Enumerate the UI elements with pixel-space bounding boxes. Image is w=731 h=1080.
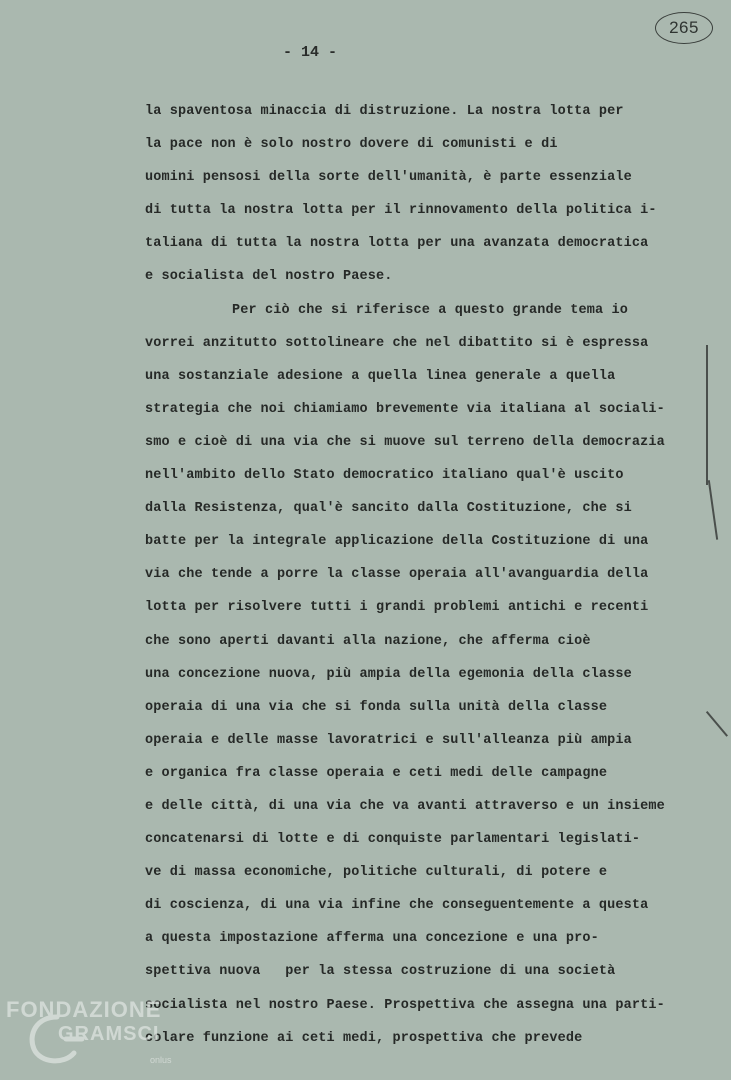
text-line: operaia e delle masse lavoratrici e sull'alleanza più ampia: [145, 732, 632, 748]
text-line: Per ciò che si riferisce a questo grande tema io: [232, 302, 629, 318]
text-line: concatenarsi di lotte e di conquiste parlamentari legislati-: [145, 832, 641, 848]
text-line: colare funzione ai ceti medi, prospettiva che prevede: [145, 1030, 583, 1046]
page-number: - 14 -: [282, 44, 337, 61]
text-line: e delle città, di una via che va avanti attraverso e un insieme: [145, 798, 665, 814]
text-line: a questa impostazione afferma una concezione e una pro-: [145, 931, 599, 947]
text-line: di tutta la nostra lotta per il rinnovamento della politica i-: [145, 203, 657, 219]
text-line: operaia di una via che si fonda sulla unità della classe: [145, 699, 608, 715]
text-line: vorrei anzitutto sottolineare che nel dibattito si è espressa: [145, 335, 649, 351]
text-line: una concezione nuova, più ampia della egemonia della classe: [145, 666, 632, 682]
text-line: la pace non è solo nostro dovere di comunisti e di: [145, 137, 558, 153]
watermark-title: FONDAZIONE: [6, 997, 162, 1022]
archive-number-stamp: 265: [655, 12, 713, 44]
text-line: e organica fra classe operaia e ceti medi delle campagne: [145, 765, 608, 781]
typewritten-body: [145, 101, 720, 1061]
text-line: batte per la integrale applicazione della Costituzione di una: [145, 534, 649, 550]
text-line: uomini pensosi della sorte dell'umanità, è parte essenziale: [145, 170, 632, 186]
watermark-subtitle: GRAMSCI: [58, 1023, 160, 1045]
text-line: la spaventosa minaccia di distruzione. La nostra lotta per: [145, 104, 624, 119]
text-line: e socialista del nostro Paese.: [145, 269, 393, 285]
text-line: spettiva nuova per la stessa costruzione di una società: [145, 964, 616, 980]
text-line: dalla Resistenza, qual'è sancito dalla Costituzione, che si: [145, 501, 632, 517]
text-line: ve di massa economiche, politiche culturali, di potere e: [145, 865, 608, 881]
text-line: strategia che noi chiamiamo brevemente via italiana al sociali-: [145, 401, 665, 417]
text-line: una sostanziale adesione a quella linea generale a quella: [145, 368, 616, 384]
text-line: taliana di tutta la nostra lotta per una avanzata democratica: [145, 236, 649, 252]
margin-pen-mark: [706, 345, 708, 485]
text-line: lotta per risolvere tutti i grandi problemi antichi e recenti: [145, 600, 649, 616]
text-line: via che tende a porre la classe operaia all'avanguardia della: [145, 567, 649, 583]
text-line: nell'ambito dello Stato democratico italiano qual'è uscito: [145, 468, 624, 484]
foundation-watermark: [0, 995, 180, 1080]
watermark-suffix: onlus: [150, 1055, 172, 1065]
text-line: socialista nel nostro Paese. Prospettiva che assegna una parti-: [145, 997, 665, 1013]
text-line: che sono aperti davanti alla nazione, che afferma cioè: [145, 633, 591, 649]
text-line: smo e cioè di una via che si muove sul terreno della democrazia: [145, 434, 665, 450]
text-line: di coscienza, di una via infine che conseguentemente a questa: [145, 898, 649, 914]
